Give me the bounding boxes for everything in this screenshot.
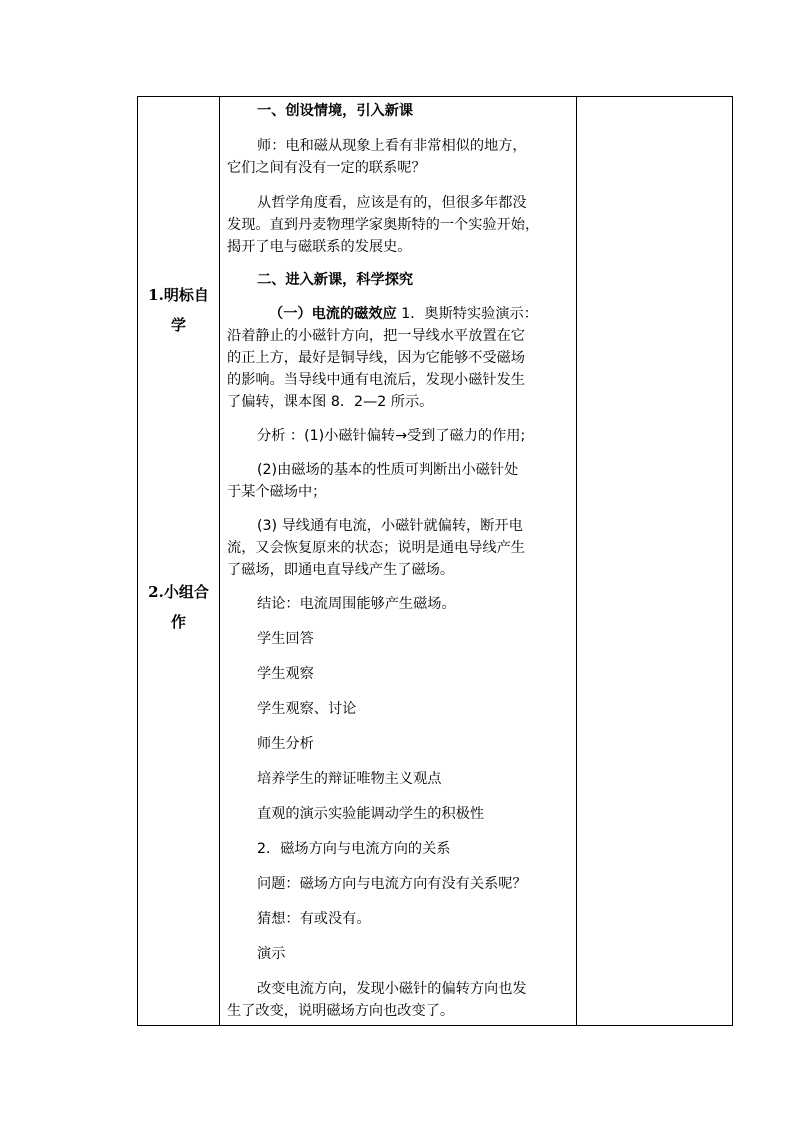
paragraph-teacher-question: 师：电和磁从现象上看有非常相似的地方， 它们之间有没有一定的联系呢？ — [227, 138, 527, 176]
column-divider — [219, 97, 220, 1025]
paragraph-oersted-experiment: （一）电流的磁效应 1．奥斯特实验演示： 沿着静止的小磁针方向，把一导线水平放置在它 的正上方，最好是铜导线，因为它能够不受磁场 的影响。当导线中通有电流后，发现小磁针发生 了偏转，课本图 8．2—2 所示。 — [227, 306, 538, 410]
section-heading-2: 二、进入新课，科学探究 — [257, 272, 414, 288]
section-heading-1: 一、创设情境，引入新课 — [257, 103, 414, 119]
row-label-2: 2.小组合 作 — [148, 583, 209, 631]
paragraph-analysis-1: 分析 ：(1)小磁针偏转→受到了磁力的作用; — [257, 428, 526, 444]
lesson-table — [137, 96, 733, 1026]
paragraph-demo-motivation: 直观的演示实验能调动学生的积极性 — [257, 806, 485, 822]
paragraph-guess: 猜想：有或没有。 — [257, 911, 371, 927]
paragraph-analysis-2: (2)由磁场的基本的性质可判断出小磁针处 于某个磁场中； — [227, 462, 519, 500]
paragraph-conclusion: 结论：电流周围能够产生磁场。 — [257, 596, 456, 612]
paragraph-student-answer: 学生回答 — [257, 631, 314, 647]
row-label-1: 1.明标自 学 — [148, 286, 209, 334]
paragraph-question: 问题：磁场方向与电流方向有没有关系呢？ — [257, 876, 527, 892]
paragraph-dialectics: 培养学生的辩证唯物主义观点 — [257, 771, 442, 787]
paragraph-change-direction: 改变电流方向，发现小磁针的偏转方向也发 生了改变，说明磁场方向也改变了。 — [227, 981, 527, 1019]
paragraph-analysis-3: (3) 导线通有电流，小磁针就偏转，断开电 流，又会恢复原来的状态；说明是通电导线产生 了磁场，即通电直导线产生了磁场。 — [227, 518, 525, 578]
paragraph-philosophy: 从哲学角度看，应该是有的，但很多年都没 发现。直到丹麦物理学家奥斯特的一个实验开始， 揭开了电与磁联系的发展史。 — [227, 195, 540, 255]
paragraph-student-observe: 学生观察 — [257, 666, 314, 682]
paragraph-observe-discuss: 学生观察、讨论 — [257, 701, 357, 717]
paragraph-demo: 演示 — [257, 946, 286, 962]
paragraph-subsection-2: 2．磁场方向与电流方向的关系 — [257, 841, 451, 857]
paragraph-teacher-student-analysis: 师生分析 — [257, 736, 314, 752]
